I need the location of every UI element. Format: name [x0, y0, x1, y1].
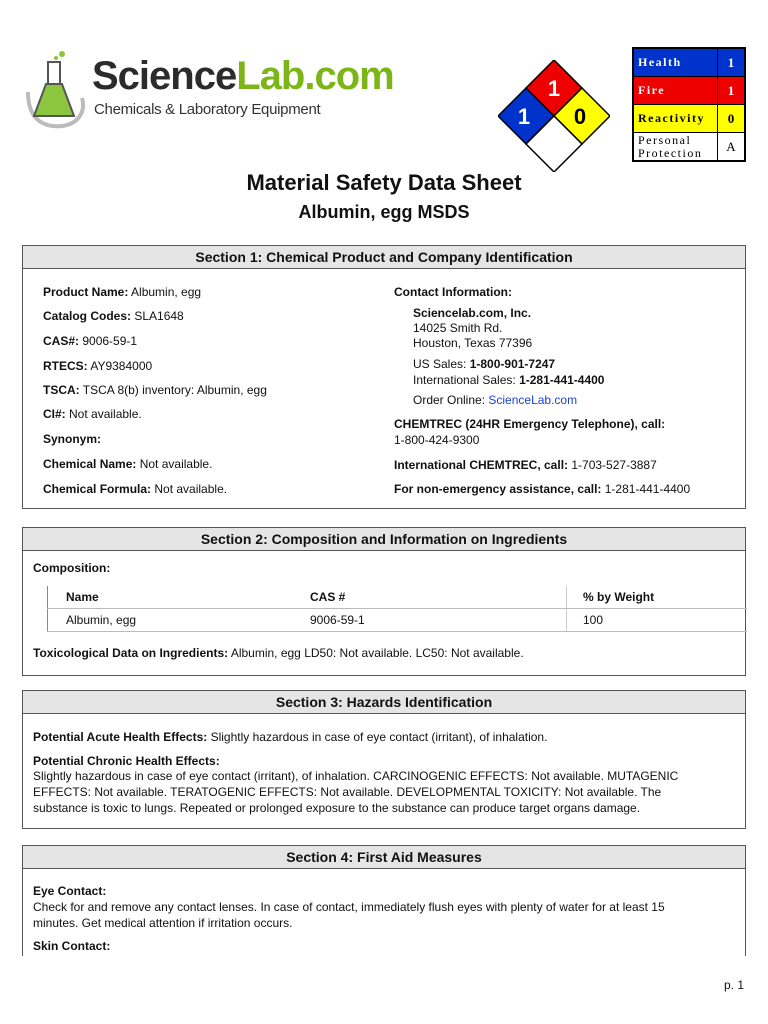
rtecs-field	[43, 358, 152, 374]
section-2-composition	[22, 527, 746, 676]
chemical-name-field	[43, 456, 212, 472]
hmis-health-value: 1	[718, 48, 746, 77]
section-1-header: Section 1: Chemical Product and Company Identification	[23, 246, 745, 269]
page-number: p. 1	[723, 978, 744, 992]
field-label: Chemical Formula:	[43, 482, 152, 496]
company-name: Sciencelab.com, Inc.	[413, 306, 532, 320]
eye-contact-line2: minutes. Get medical attention if irritation occurs.	[33, 916, 293, 930]
page-subtitle: Albumin, egg MSDS	[298, 202, 470, 222]
eye-contact-line1: Check for and remove any contact lenses. In case of contact, immediately flush eyes with plenty of water for at least 15	[33, 900, 665, 914]
non-emergency-phone: 1-281-441-4400	[601, 482, 691, 496]
section-2-header: Section 2: Composition and Information on Ingredients	[23, 528, 745, 551]
section-3-hazards	[22, 690, 746, 829]
field-value: TSCA 8(b) inventory: Albumin, egg	[79, 383, 267, 397]
hmis-fire-row	[633, 77, 745, 105]
hmis-health-row	[633, 48, 745, 77]
logo-brand-lab: Lab.com	[236, 54, 394, 98]
hmis-ppe-row	[633, 133, 745, 162]
chronic-text-line1: Slightly hazardous in case of eye contact (irritant), of inhalation. CARCINOGENIC EFFECTS: Not available. MUTAGENIC	[33, 769, 679, 783]
nfpa-diamond	[498, 60, 610, 172]
flask-icon	[22, 48, 88, 130]
col-name-header: Name	[48, 586, 293, 609]
field-value: AY9384000	[87, 359, 153, 373]
field-label: Product Name:	[43, 285, 129, 299]
acute-value: Slightly hazardous in case of eye contact (irritant), of inhalation.	[207, 730, 548, 744]
logo-tagline: Chemicals & Laboratory Equipment	[94, 101, 321, 118]
field-label: Synonym:	[43, 432, 102, 446]
field-value: 9006-59-1	[79, 334, 138, 348]
order-online	[413, 392, 577, 408]
skin-contact-label: Skin Contact:	[33, 939, 111, 953]
section-3-header: Section 3: Hazards Identification	[23, 691, 745, 714]
tox-value: Albumin, egg LD50: Not available. LC50: Not available.	[228, 646, 524, 660]
field-value: Not available.	[151, 482, 228, 496]
table-row	[48, 609, 748, 632]
hmis-fire-value: 1	[718, 77, 746, 105]
col-cas-header: CAS #	[292, 586, 567, 609]
sciencelab-link[interactable]: ScienceLab.com	[488, 393, 578, 407]
logo-wordmark	[92, 56, 394, 96]
non-emergency	[394, 481, 690, 497]
field-value: Not available.	[136, 457, 213, 471]
composition-label: Composition:	[33, 561, 111, 575]
intl-chemtrec-label: International CHEMTREC, call:	[394, 458, 569, 472]
catalog-codes-field	[43, 308, 184, 324]
nfpa-fire-value: 1	[547, 76, 561, 101]
field-label: CAS#:	[43, 334, 80, 348]
ci-field	[43, 406, 142, 422]
section-1-identification	[22, 245, 746, 509]
company-address-line2: Houston, Texas 77396	[413, 336, 533, 350]
ingredient-name: Albumin, egg	[48, 609, 293, 632]
hmis-rating-table	[632, 47, 746, 162]
intl-chemtrec-phone: 1-703-527-3887	[568, 458, 657, 472]
eye-contact-label: Eye Contact:	[33, 884, 107, 898]
page-title: Material Safety Data Sheet	[246, 170, 522, 195]
nfpa-health-value: 1	[517, 104, 531, 129]
hmis-ppe-label-line2: Protection	[638, 145, 703, 160]
hmis-ppe-value: A	[718, 133, 746, 162]
product-name-field	[43, 284, 201, 300]
field-value: SLA1648	[131, 309, 184, 323]
order-online-label: Order Online:	[413, 393, 489, 407]
nfpa-reactivity-value: 0	[573, 104, 587, 129]
synonym-field	[43, 431, 101, 447]
field-label: TSCA:	[43, 383, 80, 397]
hmis-reactivity-row	[633, 105, 745, 133]
intl-sales-label: International Sales:	[413, 373, 520, 387]
col-weight-header: % by Weight	[567, 586, 748, 609]
intl-chemtrec	[394, 457, 657, 473]
acute-label: Potential Acute Health Effects:	[33, 730, 208, 744]
chemical-formula-field	[43, 481, 227, 497]
us-sales-phone: 1-800-901-7247	[469, 357, 556, 371]
us-sales	[413, 356, 555, 372]
logo-brand-science: Science	[92, 54, 237, 98]
chronic-label: Potential Chronic Health Effects:	[33, 754, 220, 768]
international-sales	[413, 372, 604, 388]
field-label: RTECS:	[43, 359, 88, 373]
company-address-line1: 14025 Smith Rd.	[413, 321, 503, 335]
field-label: CI#:	[43, 407, 66, 421]
section-4-first-aid	[22, 845, 746, 956]
hmis-reactivity-label: Reactivity	[633, 105, 718, 133]
acute-health-effects	[33, 729, 547, 745]
cas-field	[43, 333, 137, 349]
chronic-text-line3: substance is toxic to lungs. Repeated or prolonged exposure to the substance can produce target organs damage.	[33, 801, 641, 815]
sciencelab-logo	[22, 48, 394, 130]
composition-header-row	[48, 586, 748, 609]
intl-sales-phone: 1-281-441-4400	[519, 373, 605, 387]
field-value: Not available.	[65, 407, 142, 421]
chemtrec-phone: 1-800-424-9300	[394, 433, 480, 447]
toxicological-data	[33, 645, 524, 661]
tsca-field	[43, 382, 267, 398]
hmis-fire-label: Fire	[633, 77, 718, 105]
hmis-reactivity-value: 0	[718, 105, 746, 133]
us-sales-label: US Sales:	[413, 357, 470, 371]
field-value: Albumin, egg	[128, 285, 202, 299]
contact-info-label: Contact Information:	[394, 285, 512, 299]
hmis-health-label: Health	[633, 48, 718, 77]
non-emergency-label: For non-emergency assistance, call:	[394, 482, 602, 496]
composition-table	[47, 586, 747, 632]
hmis-ppe-label	[633, 133, 718, 162]
ingredient-cas: 9006-59-1	[292, 609, 567, 632]
section-4-header: Section 4: First Aid Measures	[23, 846, 745, 869]
chronic-text-line2: EFFECTS: Not available. TERATOGENIC EFFECTS: Not available. DEVELOPMENTAL TOXICITY: Not available. The	[33, 785, 662, 799]
field-label: Chemical Name:	[43, 457, 137, 471]
tox-label: Toxicological Data on Ingredients:	[33, 646, 229, 660]
chemtrec-label: CHEMTREC (24HR Emergency Telephone), call:	[394, 417, 666, 431]
field-label: Catalog Codes:	[43, 309, 132, 323]
ingredient-weight: 100	[567, 609, 748, 632]
hmis-ppe-label-line1: Personal	[638, 132, 692, 147]
